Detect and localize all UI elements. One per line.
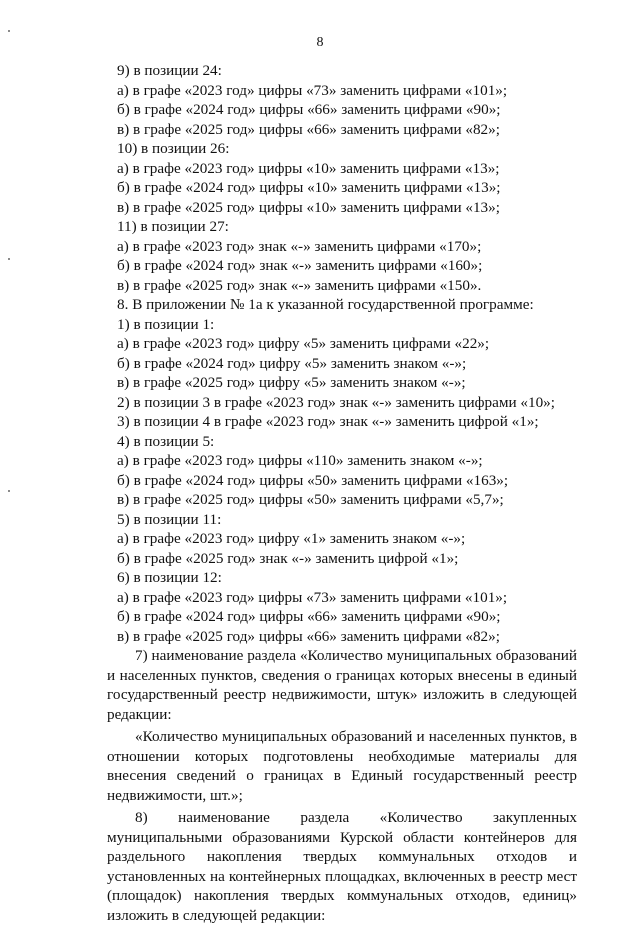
amendment-line: в) в графе «2025 год» цифры «66» заменить цифрами «82»; [117,120,500,138]
amendment-line: 5) в позиции 11: [117,510,222,528]
amendment-line: 2) в позиции 3 в графе «2023 год» знак «-» заменить цифрами «10»; [117,393,555,411]
amendment-list [117,61,577,646]
amendment-line: а) в графе «2023 год» цифру «1» заменить знаком «-»; [117,530,466,547]
amendment-line: 4) в позиции 5: [117,432,215,450]
amendment-line: в) в графе «2025 год» цифры «10» заменить цифрами «13»; [117,198,500,216]
amendment-line: б) в графе «2024 год» цифры «10» заменить цифрами «13»; [117,179,501,196]
amendment-line: 8. В приложении № 1а к указанной государственной программе: [117,296,534,313]
paragraph-8: 8) наименование раздела «Количество закупленных муниципальными образованиями Курской области контейнеров для раздельного накопления твердых коммунальных отходов и установленных на контейнерных площадках, включенных в реестр мест (площадок) накопления твердых коммунальных отходов, единиц» изложить в следующей редакции: [107,809,577,924]
amendment-line: в) в графе «2025 год» цифры «50» заменить цифрами «5,7»; [117,491,504,508]
amendment-line: 6) в позиции 12: [117,569,222,586]
amendment-line: б) в графе «2024 год» цифры «66» заменить цифрами «90»; [117,608,501,625]
paragraph-7: 7) наименование раздела «Количество муниципальных образований и населенных пунктов, сведения о границах которых внесены в единый государственный реестр недвижимости, штук» изложить в следующей редакции: [107,647,577,723]
amendment-line: а) в графе «2023 год» цифры «73» заменить цифрами «101»; [117,81,508,99]
amendment-line: б) в графе «2024 год» знак «-» заменить цифрами «160»; [117,257,483,274]
scan-mark [8,258,10,260]
scan-mark [8,490,10,492]
amendment-line: а) в графе «2023 год» цифры «10» заменить цифрами «13»; [117,159,500,177]
amendment-line: а) в графе «2023 год» цифры «73» заменить цифрами «101»; [117,588,508,606]
amendment-line: 11) в позиции 27: [117,218,229,235]
amendment-line: б) в графе «2024 год» цифры «66» заменить цифрами «90»; [117,101,501,118]
amendment-line: б) в графе «2024 год» цифру «5» заменить знаком «-»; [117,354,467,372]
amendment-line: б) в графе «2024 год» цифры «50» заменить цифрами «163»; [117,471,509,489]
amendment-line: а) в графе «2023 год» цифры «110» заменить знаком «-»; [117,452,483,469]
quote-7: «Количество муниципальных образований и населенных пунктов, в отношении которых подготовлены необходимые материалы для внесения сведений о границах в Единый государственный реестр недвижимости, шт.»; [107,728,577,804]
amendment-line: 1) в позиции 1: [117,315,215,333]
amendment-line: в) в графе «2025 год» цифры «66» заменить цифрами «82»; [117,627,500,645]
scan-mark [8,30,10,32]
amendment-line: 9) в позиции 24: [117,62,222,79]
amendment-line: в) в графе «2025 год» знак «-» заменить цифрами «150». [117,276,482,294]
amendment-line: 10) в позиции 26: [117,140,230,157]
amendment-line: в) в графе «2025 год» цифру «5» заменить знаком «-»; [117,374,466,391]
amendment-line: б) в графе «2025 год» знак «-» заменить цифрой «1»; [117,549,459,567]
amendment-line: а) в графе «2023 год» цифру «5» заменить цифрами «22»; [117,335,490,352]
page-number: 8 [316,35,324,50]
amendment-line: 3) в позиции 4 в графе «2023 год» знак «-» заменить цифрой «1»; [117,413,539,430]
document-body [107,61,577,925]
amendment-line: а) в графе «2023 год» знак «-» заменить цифрами «170»; [117,237,482,255]
